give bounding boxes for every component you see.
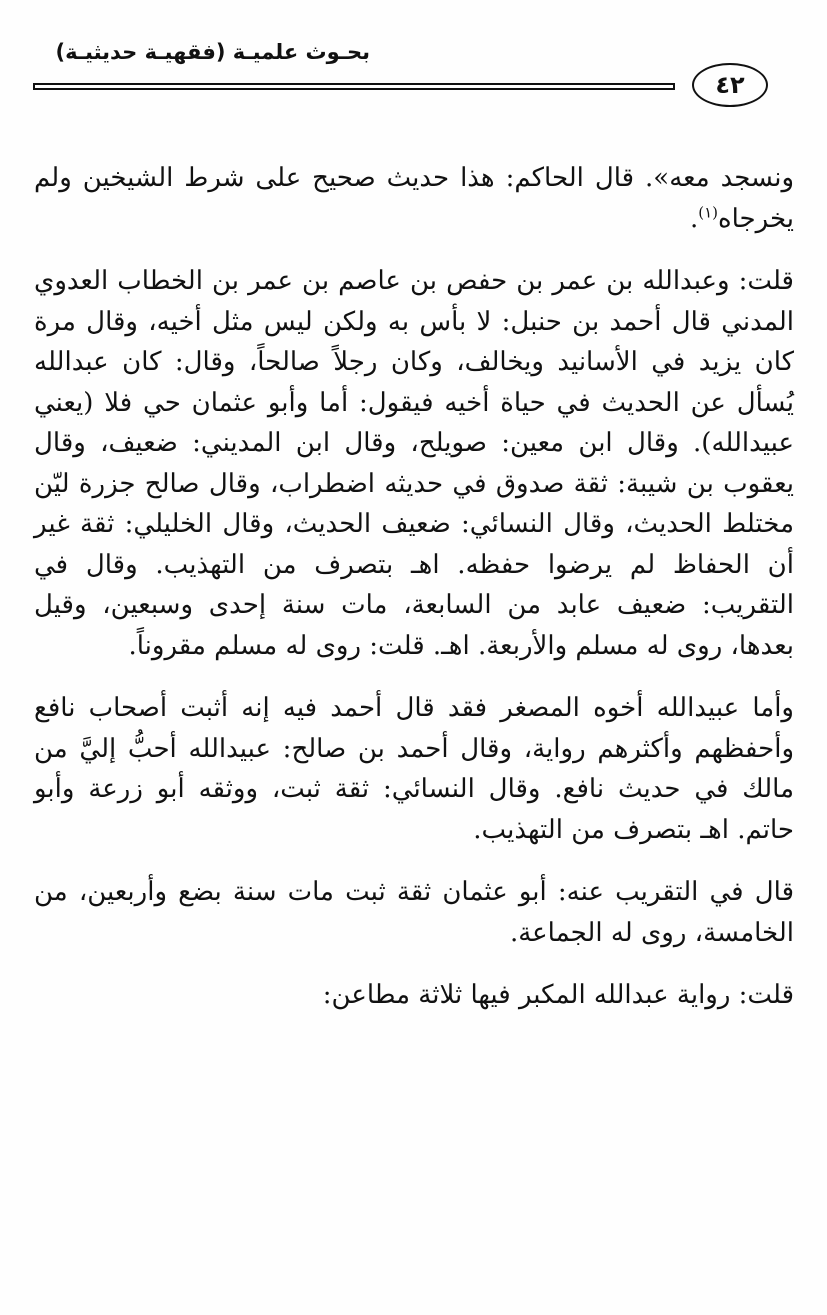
paragraph-text: ونسجد معه». قال الحاكم: هذا حديث صحيح على شرط الشيخين ولم يخرجاه xyxy=(34,163,794,234)
running-header-title: بحـوث علميـة (فقهيـة حديثيـة) xyxy=(55,40,370,64)
paragraph-end-punct: . xyxy=(689,203,699,234)
page-number-badge: ٤٢ xyxy=(692,63,768,107)
paragraph-5: قلت: رواية عبدالله المكبر فيها ثلاثة مطاعن: xyxy=(322,980,794,1010)
footnote-marker: (١) xyxy=(698,202,719,221)
paragraph-3: وأما عبيدالله أخوه المصغر فقد قال أحمد فيه إنه أثبت أصحاب نافع وأحفظهم وأكثرهم رواية، وقال أحمد بن صالح: عبيدالله أحبُّ إليَّ من مالك في حديث نافع. وقال النسائي: ثقة ثبت، ووثقه أبو زرعة وأبو حاتم. اهـ بتصرف من التهذيب. xyxy=(34,693,794,845)
paragraph-4: قال في التقريب عنه: أبو عثمان ثقة ثبت مات سنة بضع وأربعين، من الخامسة، روى له الجماعة. xyxy=(34,877,794,948)
header-rule xyxy=(33,83,675,90)
paragraph-1 xyxy=(34,158,794,239)
body-text xyxy=(34,158,794,1038)
paragraph-2: قلت: وعبدالله بن عمر بن حفص بن عاصم بن عمر بن الخطاب العدوي المدني قال أحمد بن حنبل: لا بأس به ولكن ليس مثل أخيه، وقال مرة كان يزيد في الأسانيد ويخالف، وكان رجلاً صالحاً، وقال: كان عبدالله يُسأل عن الحديث في حياة أخيه فيقول: أما وأبو عثمان حي فلا (يعني عبيدالله). وقال ابن معين: صويلح، وقال ابن المديني: ضعيف، وقال يعقوب بن شيبة: ثقة صدوق في حديثه اضطراب، وقال صالح جزرة ليّن مختلط الحديث، وقال النسائي: ضعيف الحديث، وقال الخليلي: ثقة غير أن الحفاظ لم يرضوا حفظه. اهـ بتصرف من التهذيب. وقال في التقريب: ضعيف عابد من السابعة، مات سنة إحدى وسبعين، وقيل بعدها، روى له مسلم والأربعة. اهـ. قلت: روى له مسلم مقروناً. xyxy=(34,266,794,661)
